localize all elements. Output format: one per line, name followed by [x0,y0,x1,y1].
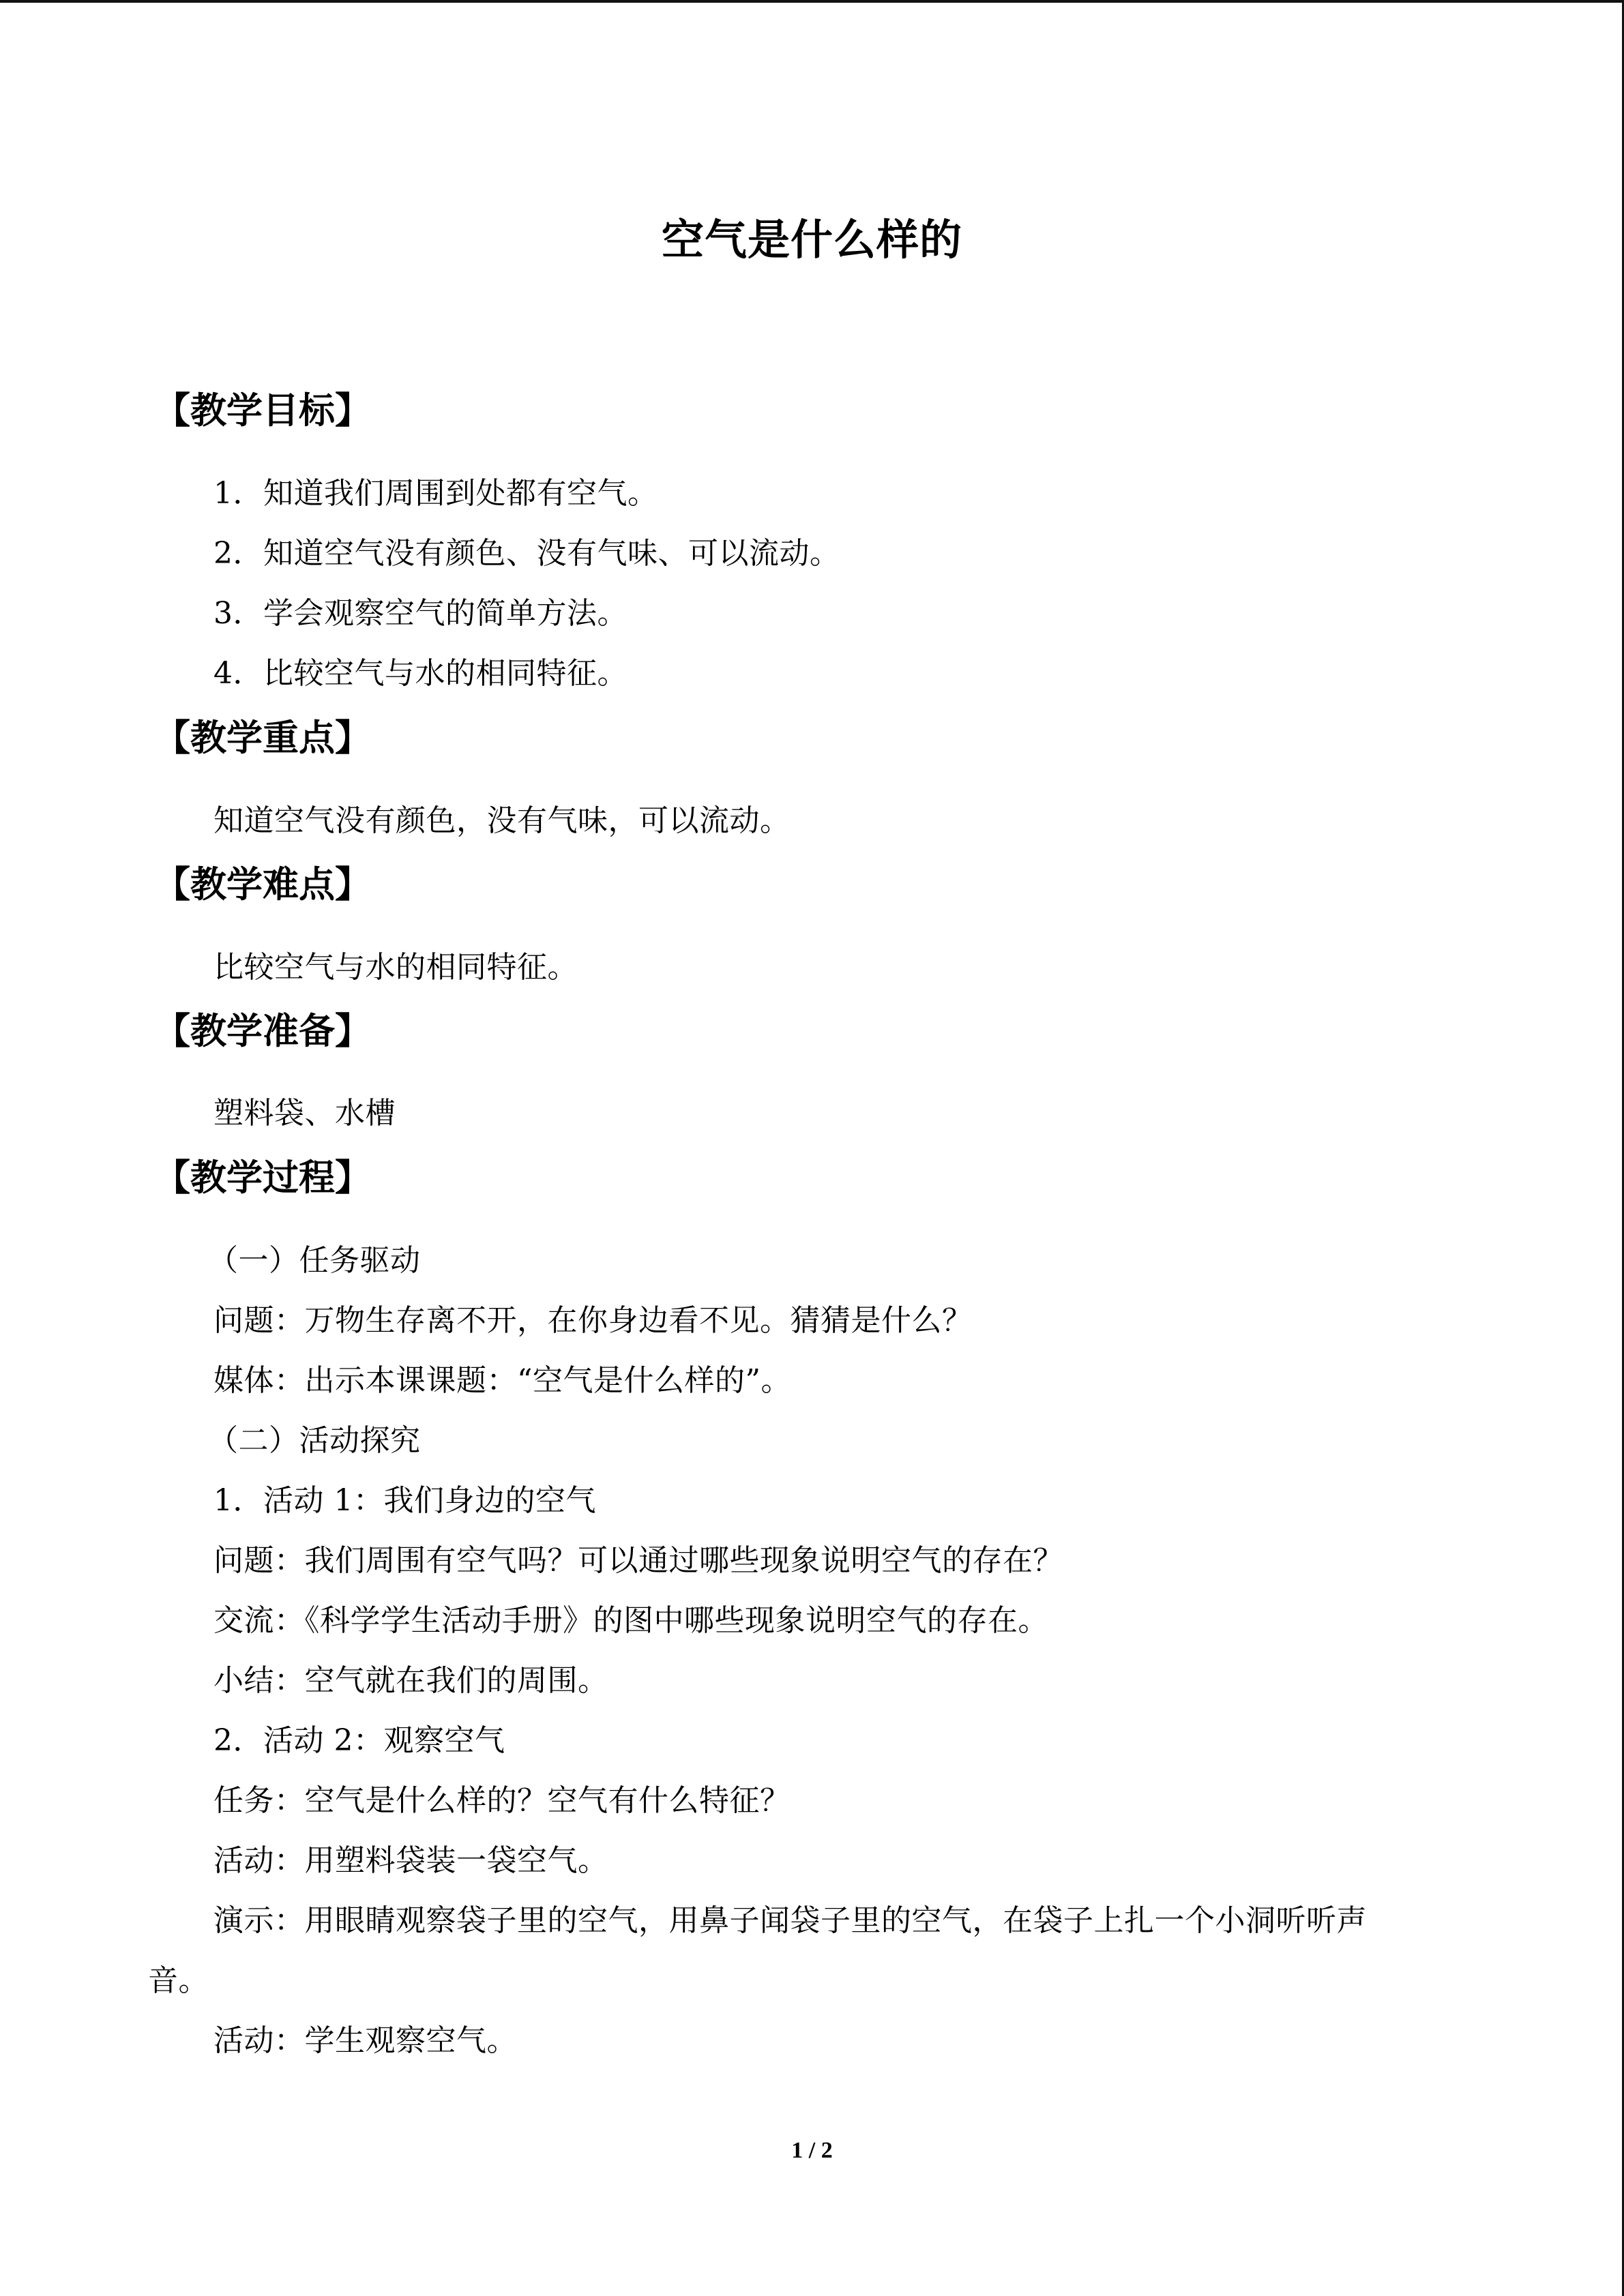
process-line: 小结：空气就在我们的周围。 [213,1663,608,1698]
process-subheading: （一）任务驱动 [208,1243,421,1278]
process-activity-title: 1．活动 1：我们身边的空气 [213,1483,596,1518]
objective-item: 1．知道我们周围到处都有空气。 [213,476,658,511]
process-line: 问题：万物生存离不开，在你身边看不见。猜猜是什么？ [213,1303,973,1338]
key-points-text: 知道空气没有颜色，没有气味，可以流动。 [213,803,791,838]
process-line: 任务：空气是什么样的？空气有什么特征？ [213,1783,791,1818]
process-line: 交流：《科学学生活动手册》的图中哪些现象说明空气的存在。 [213,1603,1048,1638]
objective-item: 3．学会观察空气的简单方法。 [213,596,628,631]
process-line: 媒体：出示本课课题：“空气是什么样的”。 [213,1363,791,1398]
process-line: 活动：学生观察空气。 [213,2023,517,2058]
section-heading-difficulties: 【教学难点】 [154,864,371,906]
process-line: 问题：我们周围有空气吗？可以通过哪些现象说明空气的存在？ [213,1543,1063,1578]
process-activity-title: 2．活动 2：观察空气 [213,1723,505,1758]
preparation-text: 塑料袋、水槽 [213,1096,396,1131]
process-line: 活动：用塑料袋装一袋空气。 [213,1843,608,1878]
section-heading-process: 【教学过程】 [154,1157,371,1199]
process-subheading: （二）活动探究 [208,1423,421,1458]
difficulties-text: 比较空气与水的相同特征。 [213,950,578,985]
objective-item: 2．知道空气没有颜色、没有气味、可以流动。 [213,536,840,571]
section-heading-key-points: 【教学重点】 [154,717,371,759]
process-line-continuation: 音。 [148,1963,209,1998]
process-line: 演示：用眼睛观察袋子里的空气，用鼻子闻袋子里的空气，在袋子上扎一个小洞听听声 [213,1903,1367,1938]
section-heading-objectives: 【教学目标】 [154,390,371,432]
document-title: 空气是什么样的 [661,215,962,265]
section-heading-preparation: 【教学准备】 [154,1011,371,1052]
objective-item: 4．比较空气与水的相同特征。 [213,656,628,691]
page-number: 1 / 2 [791,2138,833,2163]
